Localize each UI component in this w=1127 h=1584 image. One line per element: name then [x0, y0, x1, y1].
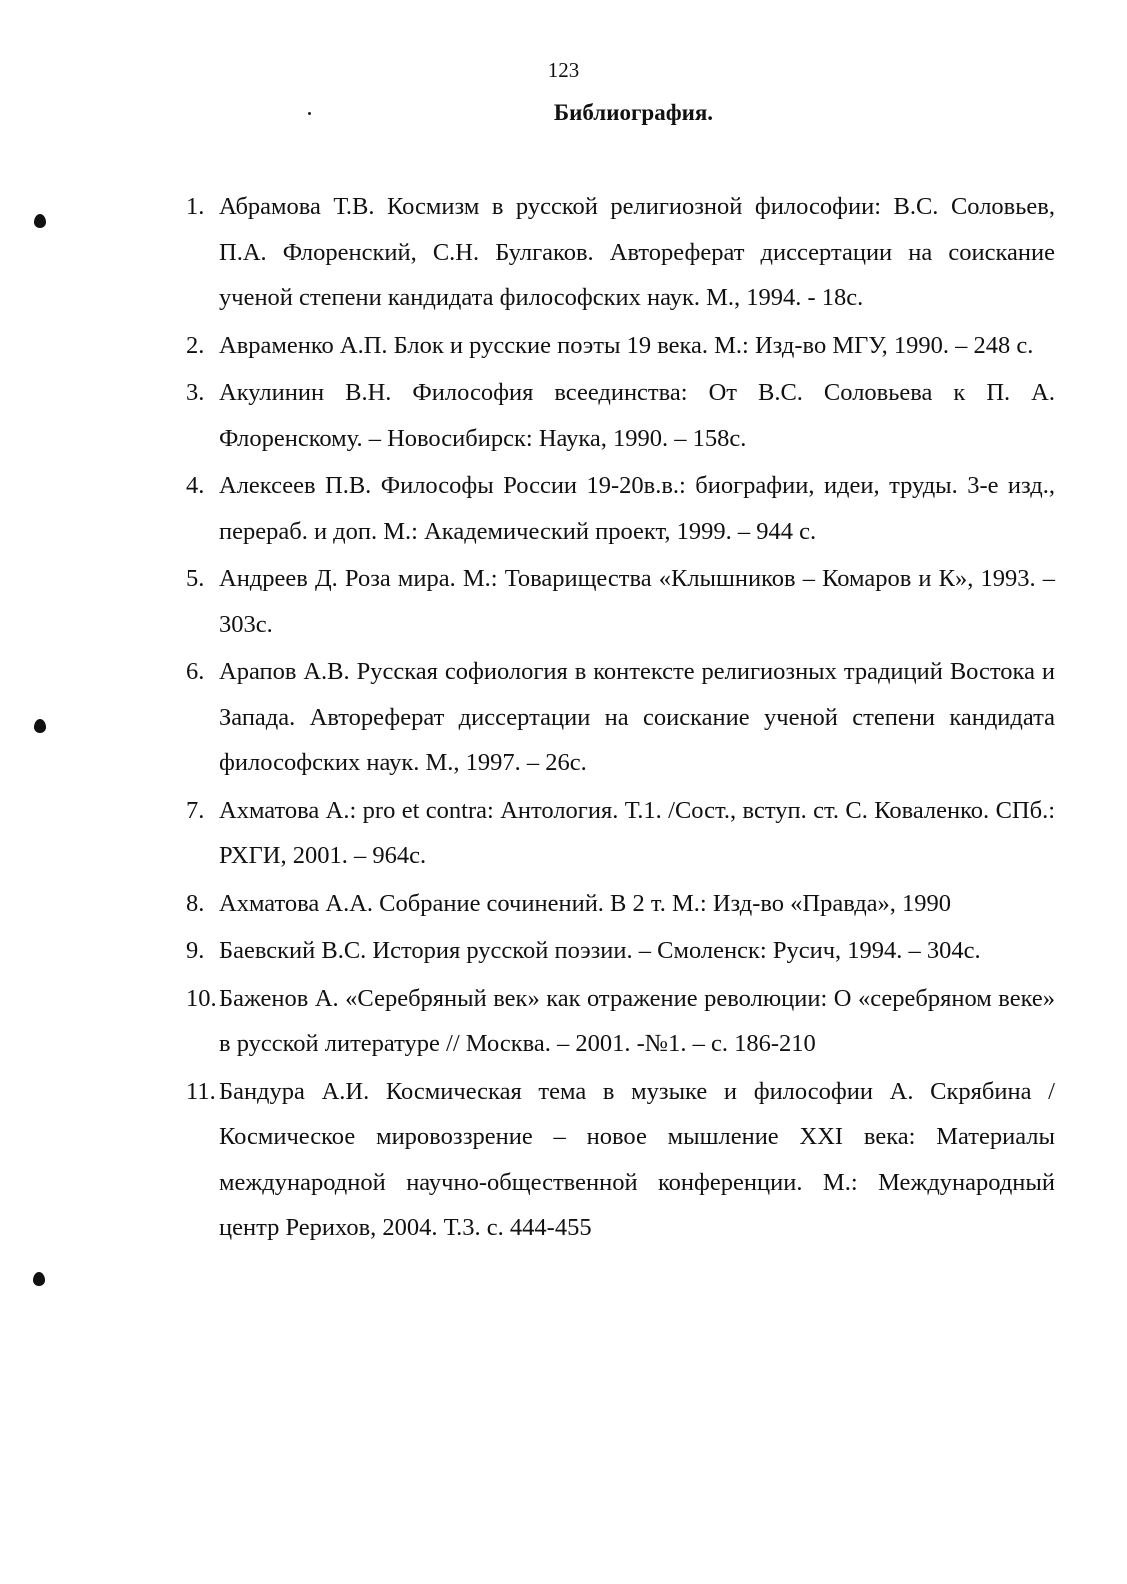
item-number: 1. — [186, 193, 205, 220]
item-text: Андреев Д. Роза мира. М.: Товарищества «Клышников – Комаров и К», 1993. – 303с. — [219, 565, 1055, 638]
item-number: 3. — [186, 379, 205, 406]
item-number: 4. — [186, 472, 205, 499]
bibliography-list — [186, 184, 1055, 1253]
bibliography-item — [186, 928, 1055, 974]
item-number: 10. — [186, 984, 217, 1012]
item-number: 6. — [186, 658, 205, 685]
bibliography-item — [186, 323, 1055, 369]
bibliography-item — [186, 370, 1055, 461]
bibliography-item — [186, 788, 1055, 879]
item-text: Ахматова А.: pro et contra: Антология. Т.1. /Сост., вступ. ст. С. Коваленко. СПб.: РХГИ, 2001. – 964с. — [219, 796, 1055, 869]
binder-hole-mark — [34, 214, 46, 228]
item-number: 5. — [186, 565, 205, 592]
item-text: Бандура А.И. Космическая тема в музыке и философии А. Скрябина / Космическое мировоззрение – новое мышление XXI века: Материалы международной научно-общественной конференции. М.: Международный центр Рерихов, 2004. Т.3. с. 444-455 — [219, 1077, 1055, 1241]
item-number: 7. — [186, 796, 205, 824]
bibliography-item — [186, 1069, 1055, 1251]
item-text: Баженов А. «Серебряный век» как отражение революции: О «серебряном веке» в русской литературе // Москва. – 2001. -№1. – с. 186-210 — [219, 984, 1055, 1057]
item-text: Акулинин В.Н. Философия всеединства: От В.С. Соловьева к П. А. Флоренскому. – Новосибирск: Наука, 1990. – 158с. — [219, 379, 1055, 452]
item-text: Ахматова А.А. Собрание сочинений. В 2 т. М.: Изд-во «Правда», 1990 — [219, 889, 952, 917]
bibliography-item — [186, 463, 1055, 554]
item-text: Алексеев П.В. Философы России 19-20в.в.: биографии, идеи, труды. 3-е изд., перераб. и доп. М.: Академический проект, 1999. – 944 с. — [219, 472, 1055, 545]
item-text: Абрамова Т.В. Космизм в русской религиозной философии: В.С. Соловьев, П.А. Флоренский, С.Н. Булгаков. Автореферат диссертации на соискание ученой степени кандидата философских наук. М., 1994. - 18с. — [219, 193, 1055, 311]
item-text: Авраменко А.П. Блок и русские поэты 19 века. М.: Изд-во МГУ, 1990. – 248 с. — [219, 331, 1034, 359]
item-number: 9. — [186, 937, 205, 964]
item-number: 2. — [186, 331, 205, 359]
item-number: 11. — [186, 1077, 216, 1105]
bibliography-item — [186, 976, 1055, 1067]
item-text: Баевский В.С. История русской поэзии. – Смоленск: Русич, 1994. – 304с. — [219, 937, 981, 964]
bibliography-item — [186, 184, 1055, 321]
page-number: 123 — [547, 58, 580, 82]
binder-hole-mark — [34, 719, 46, 733]
bibliography-item — [186, 649, 1055, 786]
bibliography-item — [186, 556, 1055, 647]
item-number: 8. — [186, 889, 205, 917]
page-title: Библиография. — [553, 100, 714, 125]
binder-hole-mark — [33, 1272, 45, 1286]
item-text: Арапов А.В. Русская софиология в контексте религиозных традиций Востока и Запада. Автореферат диссертации на соискание ученой степени кандидата философских наук. М., 1997. – 26с. — [219, 658, 1055, 776]
bibliography-item — [186, 881, 1055, 927]
